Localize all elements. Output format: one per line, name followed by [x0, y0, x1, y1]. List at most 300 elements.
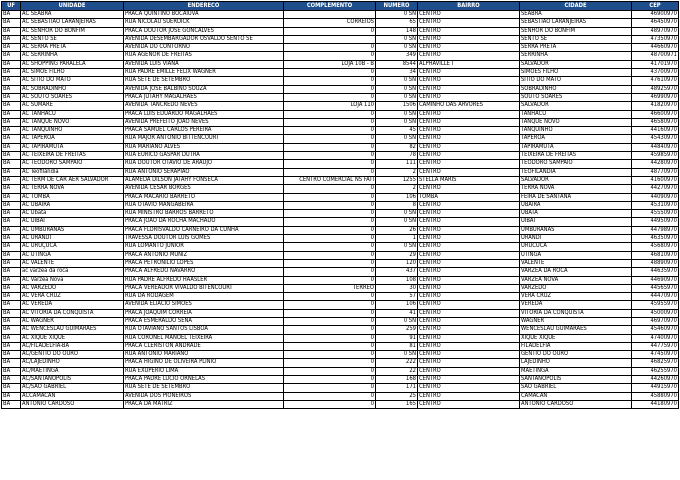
unidade-cell[interactable]: AC TERRA NOVA: [21, 185, 124, 193]
bairro-cell[interactable]: CENTRO: [418, 118, 520, 126]
table-row[interactable]: [2, 201, 679, 209]
cidade-cell[interactable]: WENCESLAU GUIMARAES: [520, 326, 632, 334]
cep-cell[interactable]: 45955970: [632, 301, 679, 309]
numero-cell[interactable]: 8: [376, 201, 418, 209]
endereco-cell[interactable]: PRACA QUINTINO BOCAIUVA: [124, 11, 284, 19]
unidade-cell[interactable]: AC SEBASTIÃO LARANJEIRAS: [21, 19, 124, 27]
table-row[interactable]: [2, 185, 679, 193]
cidade-cell[interactable]: SERRA PRETA: [520, 44, 632, 52]
complemento-cell[interactable]: 0: [284, 201, 376, 209]
bairro-cell[interactable]: CENTRO: [418, 35, 520, 43]
uf-cell[interactable]: BA: [2, 152, 21, 160]
cidade-cell[interactable]: ANTONIO CARDOSO: [520, 400, 632, 408]
unidade-cell[interactable]: ANTONIO CARDOSO: [21, 400, 124, 408]
endereco-cell[interactable]: PRACA ESMERALDO SENA: [124, 317, 284, 325]
complemento-cell[interactable]: 0: [284, 143, 376, 151]
bairro-cell[interactable]: CENTRO: [418, 226, 520, 234]
complemento-cell[interactable]: 0: [284, 69, 376, 77]
uf-cell[interactable]: BA: [2, 60, 21, 68]
unidade-cell[interactable]: AC TANHACU: [21, 110, 124, 118]
numero-cell[interactable]: 30: [376, 284, 418, 292]
numero-cell[interactable]: 437: [376, 268, 418, 276]
uf-cell[interactable]: BA: [2, 19, 21, 27]
uf-cell[interactable]: BA: [2, 284, 21, 292]
cep-cell[interactable]: 44470970: [632, 293, 679, 301]
unidade-cell[interactable]: AC VERA CRUZ: [21, 293, 124, 301]
cep-cell[interactable]: 44798970: [632, 226, 679, 234]
cep-cell[interactable]: 44915970: [632, 384, 679, 392]
table-row[interactable]: [2, 359, 679, 367]
unidade-cell[interactable]: AC/SAO GABRIEL: [21, 384, 124, 392]
numero-cell[interactable]: 91: [376, 334, 418, 342]
cidade-cell[interactable]: GENTIO DO OURO: [520, 351, 632, 359]
uf-cell[interactable]: BA: [2, 85, 21, 93]
cidade-cell[interactable]: UTINGA: [520, 251, 632, 259]
unidade-cell[interactable]: AC/SANTANÓPOLIS: [21, 376, 124, 384]
cidade-cell[interactable]: WAGNER: [520, 317, 632, 325]
cidade-cell[interactable]: UBATA: [520, 210, 632, 218]
numero-cell[interactable]: 0 SN: [376, 110, 418, 118]
cep-cell[interactable]: 44180970: [632, 400, 679, 408]
bairro-cell[interactable]: CENTRO: [418, 127, 520, 135]
complemento-cell[interactable]: 0: [284, 152, 376, 160]
uf-cell[interactable]: BA: [2, 102, 21, 110]
bairro-cell[interactable]: CENTRO: [418, 160, 520, 168]
bairro-cell[interactable]: CENTRO: [418, 342, 520, 350]
complemento-cell[interactable]: 0: [284, 392, 376, 400]
endereco-cell[interactable]: AVENIDA CESAR BORGES: [124, 185, 284, 193]
header-cidade[interactable]: CIDADE: [520, 2, 632, 11]
unidade-cell[interactable]: AC UIBAÍ: [21, 218, 124, 226]
cep-cell[interactable]: 47350970: [632, 35, 679, 43]
numero-cell[interactable]: 65: [376, 19, 418, 27]
unidade-cell[interactable]: AC TAPEROA: [21, 135, 124, 143]
complemento-cell[interactable]: 0: [284, 351, 376, 359]
cidade-cell[interactable]: UBAIRA: [520, 201, 632, 209]
numero-cell[interactable]: 0 SN: [376, 351, 418, 359]
unidade-cell[interactable]: AC TERM DE CAR AER SALVADOR: [21, 176, 124, 184]
numero-cell[interactable]: 8544: [376, 60, 418, 68]
cidade-cell[interactable]: SEABRA: [520, 11, 632, 19]
endereco-cell[interactable]: RUA DOUTOR OTAVIO DE ARAUJO: [124, 160, 284, 168]
uf-cell[interactable]: BA: [2, 235, 21, 243]
cidade-cell[interactable]: XIQUE XIQUE: [520, 334, 632, 342]
cep-cell[interactable]: 43700970: [632, 69, 679, 77]
cidade-cell[interactable]: VEREDA: [520, 301, 632, 309]
complemento-cell[interactable]: 0: [284, 93, 376, 101]
table-row[interactable]: [2, 317, 679, 325]
unidade-cell[interactable]: AC WAGNER: [21, 317, 124, 325]
endereco-cell[interactable]: RUA ANTONIO MARIANO: [124, 351, 284, 359]
complemento-cell[interactable]: 0: [284, 85, 376, 93]
complemento-cell[interactable]: 0: [284, 326, 376, 334]
endereco-cell[interactable]: RUA DA RODAGEM: [124, 293, 284, 301]
endereco-cell[interactable]: ALAMEDA DILSON JATAHY FONSECA: [124, 176, 284, 184]
cidade-cell[interactable]: URUCUCA: [520, 243, 632, 251]
bairro-cell[interactable]: CENTRO: [418, 201, 520, 209]
header-uf[interactable]: UF: [2, 2, 21, 11]
header-unidade[interactable]: UNIDADE: [21, 2, 124, 11]
cep-cell[interactable]: 44635970: [632, 268, 679, 276]
complemento-cell[interactable]: 0: [284, 44, 376, 52]
unidade-cell[interactable]: AC URANDI: [21, 235, 124, 243]
complemento-cell[interactable]: 0: [284, 342, 376, 350]
complemento-cell[interactable]: 0: [284, 110, 376, 118]
numero-cell[interactable]: 82: [376, 143, 418, 151]
cidade-cell[interactable]: SAO GABRIEL: [520, 384, 632, 392]
endereco-cell[interactable]: AVENIDA JOSE BALBINO SOUZA: [124, 85, 284, 93]
complemento-cell[interactable]: 0: [284, 400, 376, 408]
bairro-cell[interactable]: CENTRO: [418, 392, 520, 400]
cep-cell[interactable]: 44160970: [632, 127, 679, 135]
bairro-cell[interactable]: CENTRO: [418, 259, 520, 267]
table-row[interactable]: [2, 93, 679, 101]
table-row[interactable]: [2, 376, 679, 384]
uf-cell[interactable]: BA: [2, 326, 21, 334]
uf-cell[interactable]: BA: [2, 135, 21, 143]
table-row[interactable]: [2, 351, 679, 359]
numero-cell[interactable]: 45: [376, 127, 418, 135]
unidade-cell[interactable]: AC SOBRADINHO: [21, 85, 124, 93]
complemento-cell[interactable]: 0: [284, 193, 376, 201]
endereco-cell[interactable]: RUA LOMANTO JUNIOR: [124, 243, 284, 251]
table-row[interactable]: [2, 301, 679, 309]
endereco-cell[interactable]: AVENIDA DESEMBARGADOR OSVALDO SENTO SE: [124, 35, 284, 43]
complemento-cell[interactable]: LOJA 10B - B: [284, 60, 376, 68]
table-row[interactable]: [2, 259, 679, 267]
bairro-cell[interactable]: CENTRO: [418, 301, 520, 309]
complemento-cell[interactable]: 0: [284, 127, 376, 135]
cep-cell[interactable]: 45985970: [632, 152, 679, 160]
bairro-cell[interactable]: CENTRO: [418, 77, 520, 85]
unidade-cell[interactable]: AC SENTO SE: [21, 35, 124, 43]
unidade-cell[interactable]: AC/GENTIO DO OURO: [21, 351, 124, 359]
uf-cell[interactable]: BA: [2, 359, 21, 367]
cidade-cell[interactable]: UIBAI: [520, 218, 632, 226]
table-row[interactable]: [2, 152, 679, 160]
table-row[interactable]: [2, 11, 679, 19]
complemento-cell[interactable]: 0: [284, 160, 376, 168]
cep-cell[interactable]: 45550970: [632, 210, 679, 218]
unidade-cell[interactable]: AC TEODORO SAMPAIO: [21, 160, 124, 168]
numero-cell[interactable]: 0 SN: [376, 35, 418, 43]
bairro-cell[interactable]: CENTRO: [418, 243, 520, 251]
cep-cell[interactable]: 44090970: [632, 193, 679, 201]
table-row[interactable]: [2, 110, 679, 118]
bairro-cell[interactable]: CAMINHO DAS ARVORES: [418, 102, 520, 110]
numero-cell[interactable]: 25: [376, 392, 418, 400]
cidade-cell[interactable]: SALVADOR: [520, 176, 632, 184]
cep-cell[interactable]: 47400970: [632, 334, 679, 342]
bairro-cell[interactable]: CENTRO: [418, 143, 520, 151]
unidade-cell[interactable]: AC Ubatã: [21, 210, 124, 218]
unidade-cell[interactable]: AC UTINGA: [21, 251, 124, 259]
complemento-cell[interactable]: 0: [284, 52, 376, 60]
table-row[interactable]: [2, 334, 679, 342]
cidade-cell[interactable]: TAPEROA: [520, 135, 632, 143]
table-row[interactable]: [2, 243, 679, 251]
numero-cell[interactable]: 108: [376, 276, 418, 284]
bairro-cell[interactable]: CENTRO: [418, 367, 520, 375]
bairro-cell[interactable]: ALPHAVILLE I: [418, 60, 520, 68]
cep-cell[interactable]: 44270970: [632, 185, 679, 193]
numero-cell[interactable]: 78: [376, 152, 418, 160]
numero-cell[interactable]: 81: [376, 342, 418, 350]
table-row[interactable]: [2, 35, 679, 43]
endereco-cell[interactable]: AVENIDA TANCREDO NEVES: [124, 102, 284, 110]
complemento-cell[interactable]: 0: [284, 376, 376, 384]
bairro-cell[interactable]: CENTRO: [418, 334, 520, 342]
unidade-cell[interactable]: AC SITIO DO MATO: [21, 77, 124, 85]
cep-cell[interactable]: 48770970: [632, 168, 679, 176]
uf-cell[interactable]: BA: [2, 251, 21, 259]
unidade-cell[interactable]: AC WENCESLAU GUIMARAES: [21, 326, 124, 334]
cep-cell[interactable]: 41820970: [632, 102, 679, 110]
uf-cell[interactable]: BA: [2, 259, 21, 267]
unidade-cell[interactable]: AC VITORIA DA CONQUISTA: [21, 309, 124, 317]
cidade-cell[interactable]: SENTO SE: [520, 35, 632, 43]
uf-cell[interactable]: BA: [2, 400, 21, 408]
table-row[interactable]: [2, 135, 679, 143]
complemento-cell[interactable]: [284, 35, 376, 43]
endereco-cell[interactable]: PRACA VEREADOR VIVALDO BITENCOURT: [124, 284, 284, 292]
complemento-cell[interactable]: 0: [284, 118, 376, 126]
header-numero[interactable]: NUMERO: [376, 2, 418, 11]
bairro-cell[interactable]: CENTRO: [418, 235, 520, 243]
uf-cell[interactable]: BA: [2, 334, 21, 342]
endereco-cell[interactable]: RUA MAJOR ANTONIO BITTENCOURT: [124, 135, 284, 143]
cep-cell[interactable]: 45460970: [632, 326, 679, 334]
unidade-cell[interactable]: AC SUMARE: [21, 102, 124, 110]
table-row[interactable]: [2, 160, 679, 168]
cidade-cell[interactable]: TAPIRAMUTA: [520, 143, 632, 151]
uf-cell[interactable]: BA: [2, 52, 21, 60]
endereco-cell[interactable]: PRACA JUTAHY MAGALHAES: [124, 93, 284, 101]
table-row[interactable]: [2, 19, 679, 27]
uf-cell[interactable]: BA: [2, 351, 21, 359]
endereco-cell[interactable]: RUA EURICO GASPAR DUTRA: [124, 152, 284, 160]
bairro-cell[interactable]: CENTRO: [418, 317, 520, 325]
table-row[interactable]: [2, 293, 679, 301]
cep-cell[interactable]: 46580970: [632, 118, 679, 126]
uf-cell[interactable]: BA: [2, 268, 21, 276]
header-cep[interactable]: CEP: [632, 2, 679, 11]
uf-cell[interactable]: BA: [2, 276, 21, 284]
endereco-cell[interactable]: RUA MINISTRO BARROS BARRETO: [124, 210, 284, 218]
uf-cell[interactable]: BA: [2, 384, 21, 392]
table-row[interactable]: [2, 127, 679, 135]
uf-cell[interactable]: BA: [2, 185, 21, 193]
uf-cell[interactable]: BA: [2, 309, 21, 317]
cidade-cell[interactable]: CAMACAN: [520, 392, 632, 400]
complemento-cell[interactable]: 0: [284, 268, 376, 276]
cidade-cell[interactable]: SALVADOR: [520, 60, 632, 68]
table-row[interactable]: [2, 85, 679, 93]
cidade-cell[interactable]: SOBRADINHO: [520, 85, 632, 93]
cep-cell[interactable]: 44840970: [632, 143, 679, 151]
table-row[interactable]: [2, 118, 679, 126]
uf-cell[interactable]: BA: [2, 367, 21, 375]
cep-cell[interactable]: 45310970: [632, 201, 679, 209]
numero-cell[interactable]: 34: [376, 69, 418, 77]
numero-cell[interactable]: 0 SN: [376, 93, 418, 101]
complemento-cell[interactable]: 0: [284, 135, 376, 143]
bairro-cell[interactable]: CENTRO: [418, 251, 520, 259]
endereco-cell[interactable]: PRACA HIGINO DE OLIVEIRA PLINIO: [124, 359, 284, 367]
endereco-cell[interactable]: PRACA CLERISTON ANDRADE: [124, 342, 284, 350]
table-row[interactable]: [2, 400, 679, 408]
uf-cell[interactable]: BA: [2, 226, 21, 234]
numero-cell[interactable]: 1255: [376, 176, 418, 184]
bairro-cell[interactable]: CENTRO: [418, 400, 520, 408]
uf-cell[interactable]: BA: [2, 77, 21, 85]
bairro-cell[interactable]: CENTRO: [418, 309, 520, 317]
endereco-cell[interactable]: PRACA FLORISVALDO CARNEIRO DA CUNHA: [124, 226, 284, 234]
uf-cell[interactable]: BA: [2, 210, 21, 218]
table-row[interactable]: [2, 218, 679, 226]
complemento-cell[interactable]: 0: [284, 309, 376, 317]
unidade-cell[interactable]: AC UBAÍRA: [21, 201, 124, 209]
cidade-cell[interactable]: TEODORO SAMPAIO: [520, 160, 632, 168]
endereco-cell[interactable]: PRACA ALFREDO NAVARRO: [124, 268, 284, 276]
unidade-cell[interactable]: AC TAPIRAMUTA: [21, 143, 124, 151]
bairro-cell[interactable]: CENTRO: [418, 152, 520, 160]
complemento-cell[interactable]: 0: [284, 259, 376, 267]
complemento-cell[interactable]: 0: [284, 367, 376, 375]
table-row[interactable]: [2, 69, 679, 77]
unidade-cell[interactable]: AC TANQUE NOVO: [21, 118, 124, 126]
complemento-cell[interactable]: CORREIOS: [284, 19, 376, 27]
table-row[interactable]: [2, 193, 679, 201]
numero-cell[interactable]: 1: [376, 235, 418, 243]
cep-cell[interactable]: 45430970: [632, 135, 679, 143]
unidade-cell[interactable]: AC SERRA PRETA: [21, 44, 124, 52]
numero-cell[interactable]: 165: [376, 400, 418, 408]
cidade-cell[interactable]: SANTANOPOLIS: [520, 376, 632, 384]
bairro-cell[interactable]: TOMBA: [418, 193, 520, 201]
unidade-cell[interactable]: AC/MAETINGA: [21, 367, 124, 375]
uf-cell[interactable]: BA: [2, 44, 21, 52]
cep-cell[interactable]: 45000970: [632, 309, 679, 317]
endereco-cell[interactable]: TRAVESSA DOUTOR LUIS GOMES: [124, 235, 284, 243]
bairro-cell[interactable]: CENTRO: [418, 27, 520, 35]
bairro-cell[interactable]: CENTRO: [418, 284, 520, 292]
uf-cell[interactable]: BA: [2, 317, 21, 325]
cidade-cell[interactable]: FILADELFIA: [520, 342, 632, 350]
complemento-cell[interactable]: 0: [284, 243, 376, 251]
uf-cell[interactable]: BA: [2, 118, 21, 126]
bairro-cell[interactable]: CENTRO: [418, 19, 520, 27]
cep-cell[interactable]: 48925970: [632, 85, 679, 93]
table-row[interactable]: [2, 392, 679, 400]
cep-cell[interactable]: 44260970: [632, 376, 679, 384]
numero-cell[interactable]: 120: [376, 259, 418, 267]
cidade-cell[interactable]: SIMOES FILHO: [520, 69, 632, 77]
cidade-cell[interactable]: VARZEDO: [520, 284, 632, 292]
uf-cell[interactable]: BA: [2, 69, 21, 77]
endereco-cell[interactable]: PRACA ANTONIO MUNIZ: [124, 251, 284, 259]
endereco-cell[interactable]: PRACA DA MATRIZ: [124, 400, 284, 408]
unidade-cell[interactable]: AC VARZEDO: [21, 284, 124, 292]
unidade-cell[interactable]: AC VEREDA: [21, 301, 124, 309]
bairro-cell[interactable]: CENTRO: [418, 351, 520, 359]
numero-cell[interactable]: 2: [376, 185, 418, 193]
uf-cell[interactable]: BA: [2, 218, 21, 226]
uf-cell[interactable]: BA: [2, 201, 21, 209]
bairro-cell[interactable]: CENTRO: [418, 218, 520, 226]
numero-cell[interactable]: 259: [376, 326, 418, 334]
uf-cell[interactable]: BA: [2, 342, 21, 350]
bairro-cell[interactable]: CENTRO: [418, 93, 520, 101]
unidade-cell[interactable]: AC SENHOR DO BONFIM: [21, 27, 124, 35]
cep-cell[interactable]: 46990970: [632, 93, 679, 101]
bairro-cell[interactable]: CENTRO: [418, 85, 520, 93]
cidade-cell[interactable]: FEIRA DE SANTANA: [520, 193, 632, 201]
numero-cell[interactable]: 0 SN: [376, 210, 418, 218]
unidade-cell[interactable]: AC/LAJEDINHO: [21, 359, 124, 367]
cep-cell[interactable]: 44565970: [632, 284, 679, 292]
numero-cell[interactable]: 22: [376, 367, 418, 375]
header-complemento[interactable]: COMPLEMENTO: [284, 2, 376, 11]
unidade-cell[interactable]: AC TEIXEIRA DE FREITAS: [21, 152, 124, 160]
cidade-cell[interactable]: VARZEA NOVA: [520, 276, 632, 284]
uf-cell[interactable]: BA: [2, 243, 21, 251]
complemento-cell[interactable]: TERREO: [284, 284, 376, 292]
cep-cell[interactable]: 44950970: [632, 218, 679, 226]
table-row[interactable]: [2, 284, 679, 292]
endereco-cell[interactable]: RUA CORONEL MANOEL TEIXEIRA: [124, 334, 284, 342]
unidade-cell[interactable]: AC TANQUINHO: [21, 127, 124, 135]
uf-cell[interactable]: BA: [2, 35, 21, 43]
endereco-cell[interactable]: PRACA JOAO DA ROCHA MACHADO: [124, 218, 284, 226]
table-row[interactable]: [2, 143, 679, 151]
uf-cell[interactable]: BA: [2, 176, 21, 184]
endereco-cell[interactable]: RUA OTAVIO MANGABEIRA: [124, 201, 284, 209]
unidade-cell[interactable]: AC SOUTO SOARES: [21, 93, 124, 101]
numero-cell[interactable]: 148: [376, 27, 418, 35]
cidade-cell[interactable]: TANHACU: [520, 110, 632, 118]
bairro-cell[interactable]: CENTRO: [418, 359, 520, 367]
cidade-cell[interactable]: VARZEA DA ROCA: [520, 268, 632, 276]
unidade-cell[interactable]: AC TOMBA: [21, 193, 124, 201]
complemento-cell[interactable]: 0: [284, 210, 376, 218]
numero-cell[interactable]: 41: [376, 309, 418, 317]
table-row[interactable]: [2, 251, 679, 259]
cidade-cell[interactable]: TERRA NOVA: [520, 185, 632, 193]
complemento-cell[interactable]: [284, 11, 376, 19]
endereco-cell[interactable]: RUA ANTONIO SERAPIAO: [124, 168, 284, 176]
unidade-cell[interactable]: AC VALENTE: [21, 259, 124, 267]
uf-cell[interactable]: BA: [2, 376, 21, 384]
numero-cell[interactable]: 111: [376, 160, 418, 168]
endereco-cell[interactable]: RUA AGENOR DE FREITAS: [124, 52, 284, 60]
cep-cell[interactable]: 41600970: [632, 176, 679, 184]
cidade-cell[interactable]: LAJEDINHO: [520, 359, 632, 367]
cep-cell[interactable]: 46600970: [632, 110, 679, 118]
table-row[interactable]: [2, 60, 679, 68]
table-row[interactable]: [2, 235, 679, 243]
numero-cell[interactable]: 0 SN: [376, 118, 418, 126]
bairro-cell[interactable]: CENTRO: [418, 293, 520, 301]
complemento-cell[interactable]: 0: [284, 77, 376, 85]
unidade-cell[interactable]: ACCAMACAN: [21, 392, 124, 400]
cep-cell[interactable]: 47450970: [632, 351, 679, 359]
complemento-cell[interactable]: 0: [284, 27, 376, 35]
cep-cell[interactable]: 45880970: [632, 392, 679, 400]
uf-cell[interactable]: BA: [2, 93, 21, 101]
cidade-cell[interactable]: TEOFILANDIA: [520, 168, 632, 176]
uf-cell[interactable]: BA: [2, 11, 21, 19]
